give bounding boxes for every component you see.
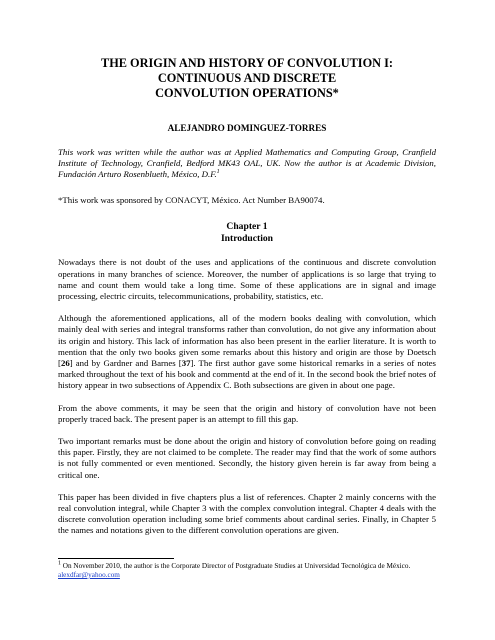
author-affiliation <box>58 147 436 181</box>
citation-26: 26 <box>60 358 70 369</box>
citation-37: 37 <box>181 358 191 369</box>
paragraph-2-part-a: Although the aforementioned applications, all of the modern books dealing with convolution, which mainly deal with series and integral transforms rather than convolution, do not give any information about its origin and history. This lack of information has also been present in the earlier literature. It is worth to mention that the only two books given some remarks about this history and origin are those by Doetsch [ <box>58 313 436 369</box>
footnote-email-link[interactable]: alexdfar@yahoo.com <box>58 571 120 579</box>
footnote-divider <box>58 558 174 559</box>
title-line-2: CONTINUOUS AND DISCRETE <box>157 71 337 85</box>
sponsor-note: *This work was sponsored by CONACYT, México. Act Number BA90074. <box>58 194 325 205</box>
chapter-number: Chapter 1 <box>226 220 268 232</box>
paper-title <box>58 56 436 101</box>
footnote-text: On November 2010, the author is the Corporate Director of Postgraduate Studies at Universidad Tecnológica de México. <box>61 562 411 570</box>
affiliation-text: This work was written while the author was at Applied Mathematics and Computing Group, Cranfield Institute of Technology, Cranfield, Bedford MK43 OAL, UK. Now the author is at Academic Division, Fundación Arturo Rosenblueth, México, D.F. <box>58 147 436 180</box>
paragraph-5: This paper has been divided in five chapters plus a list of references. Chapter 2 mainly concerns with the real convolution integral, while Chapter 3 with the complex convolution integral. Chapter 4 deals with the discrete convolution operation including some brief comments about cardinal series. Finally, in Chapter 5 the names and notations given to the different convolution operations are given. <box>58 491 436 536</box>
title-line-3: CONVOLUTION OPERATIONS* <box>155 86 339 100</box>
author-name: ALEJANDRO DOMINGUEZ-TORRES <box>167 123 327 133</box>
paper-content <box>58 56 436 537</box>
paragraph-3: From the above comments, it may be seen that the origin and history of convolution have not been properly traced back. The present paper is an attempt to fill this gap. <box>58 402 436 424</box>
paragraph-2-part-c: ]. The first author gave some historical remarks in a series of notes marked throughout the text of his book and commentd at the end of it. In the second book the brief notes of history appear in two subsections of Appendix C. Both subsections are given in about one page. <box>58 358 436 391</box>
affiliation-footnote-mark: 1 <box>216 169 220 176</box>
paragraph-1: Nowadays there is not doubt of the uses and applications of the continuous and discrete convolution operations in many branches of science. Moreover, the number of applications is so large that trying to name and count them would take a long time. Some of these applications are in signal and image processing, electric circuits, telecommunications, probability, statistics, etc. <box>58 257 436 302</box>
footnote-mark: 1 <box>58 560 61 567</box>
title-line-1: THE ORIGIN AND HISTORY OF CONVOLUTION I: <box>101 56 393 70</box>
paragraph-2-part-b: ] and by Gardner and Barnes [ <box>69 358 182 369</box>
paragraph-2 <box>58 313 436 391</box>
chapter-heading <box>58 221 436 245</box>
paragraph-4: Two important remarks must be done about the origin and history of convolution before going on reading this paper. Firstly, they are not claimed to be complete. The reader may find that the work of some authors is not fully commented or even mentioned. Secondly, the history given herein is far away from being a critical one. <box>58 436 436 480</box>
chapter-title: Introduction <box>220 232 274 244</box>
footnote <box>58 562 436 580</box>
